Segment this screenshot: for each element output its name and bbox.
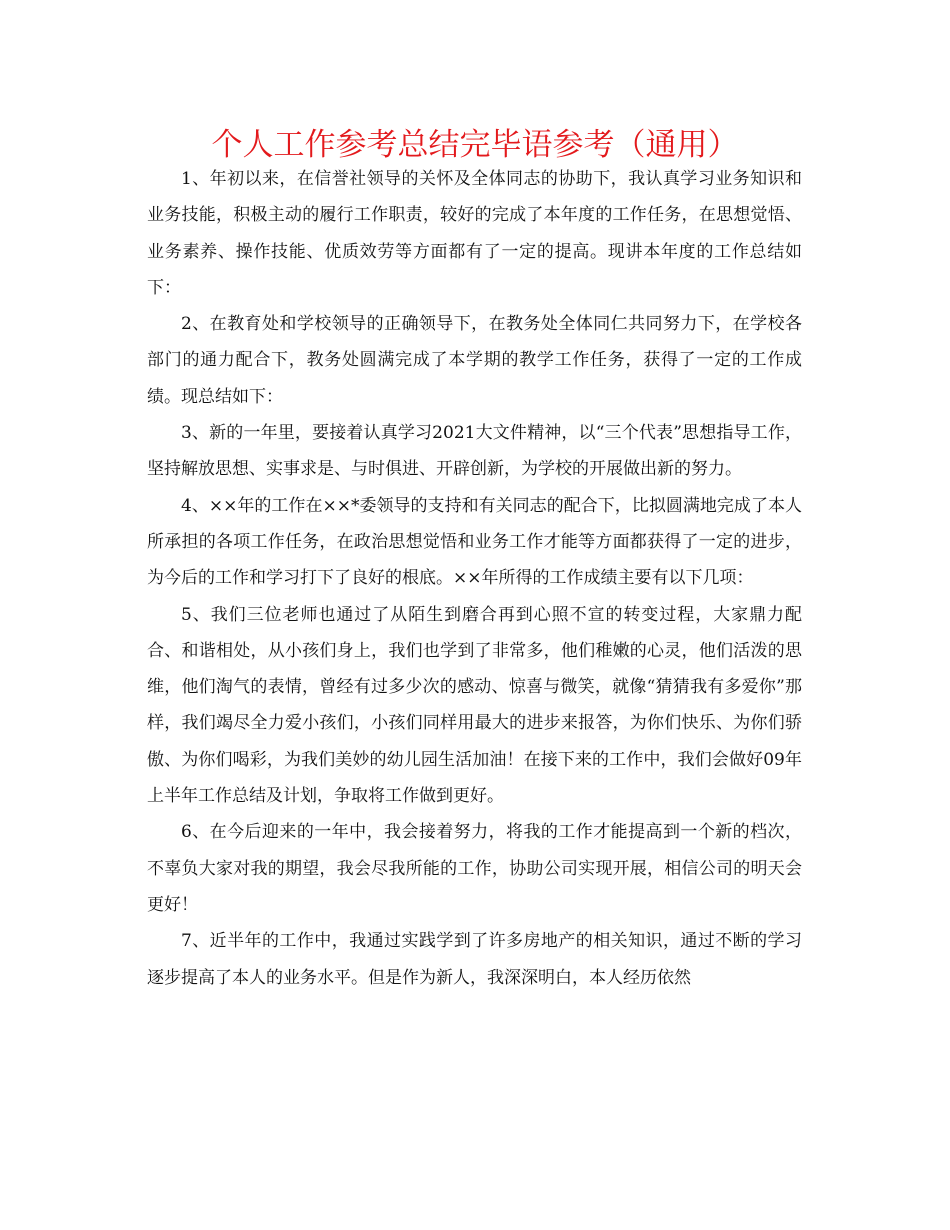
paragraph-1: 1、年初以来，在信誉社领导的关怀及全体同志的协助下，我认真学习业务知识和业务技能，积极主动的履行工作职责，较好的完成了本年度的工作任务，在思想觉悟、业务素养、操作技能、优质效劳等方面都有了一定的提高。现讲本年度的工作总结如下： [147,169,802,298]
paragraph-7: 7、近半年的工作中，我通过实践学到了许多房地产的相关知识，通过不断的学习逐步提高了本人的业务水平。但是作为新人，我深深明白，本人经历依然 [147,931,802,988]
document-body [147,161,802,996]
paragraph-6: 6、在今后迎来的一年中，我会接着努力，将我的工作才能提高到一个新的档次，不辜负大家对我的期望，我会尽我所能的工作，协助公司实现开展，相信公司的明天会更好！ [147,822,802,915]
paragraph-5: 5、我们三位老师也通过了从陌生到磨合再到心照不宣的转变过程，大家鼎力配合、和谐相处，从小孩们身上，我们也学到了非常多，他们稚嫩的心灵，他们活泼的思维，他们淘气的表情，曾经有过多少次的感动、惊喜与微笑，就像“猜猜我有多爱你”那样，我们竭尽全力爱小孩们，小孩们同样用最大的进步来报答，为你们快乐、为你们骄傲、为你们喝彩，为我们美妙的幼儿园生活加油！在接下来的工作中，我们会做好09年上半年工作总结及计划，争取将工作做到更好。 [147,604,802,807]
paragraph-4: 4、××年的工作在××*委领导的支持和有关同志的配合下，比拟圆满地完成了本人所承担的各项工作任务，在政治思想觉悟和业务工作才能等方面都获得了一定的进步，为今后的工作和学习打下了良好的根底。××年所得的工作成绩主要有以下几项： [147,495,802,589]
paragraph-3: 3、新的一年里，要接着认真学习2021大文件精神，以“三个代表”思想指导工作，坚持解放思想、实事求是、与时俱进、开辟创新，为学校的开展做出新的努力。 [147,423,802,480]
document-title: 个人工作参考总结完毕语参考（通用） [211,127,739,163]
paragraph-2: 2、在教育处和学校领导的正确领导下，在教务处全体同仁共同努力下，在学校各部门的通力配合下，教务处圆满完成了本学期的教学工作任务，获得了一定的工作成绩。现总结如下： [147,314,802,407]
